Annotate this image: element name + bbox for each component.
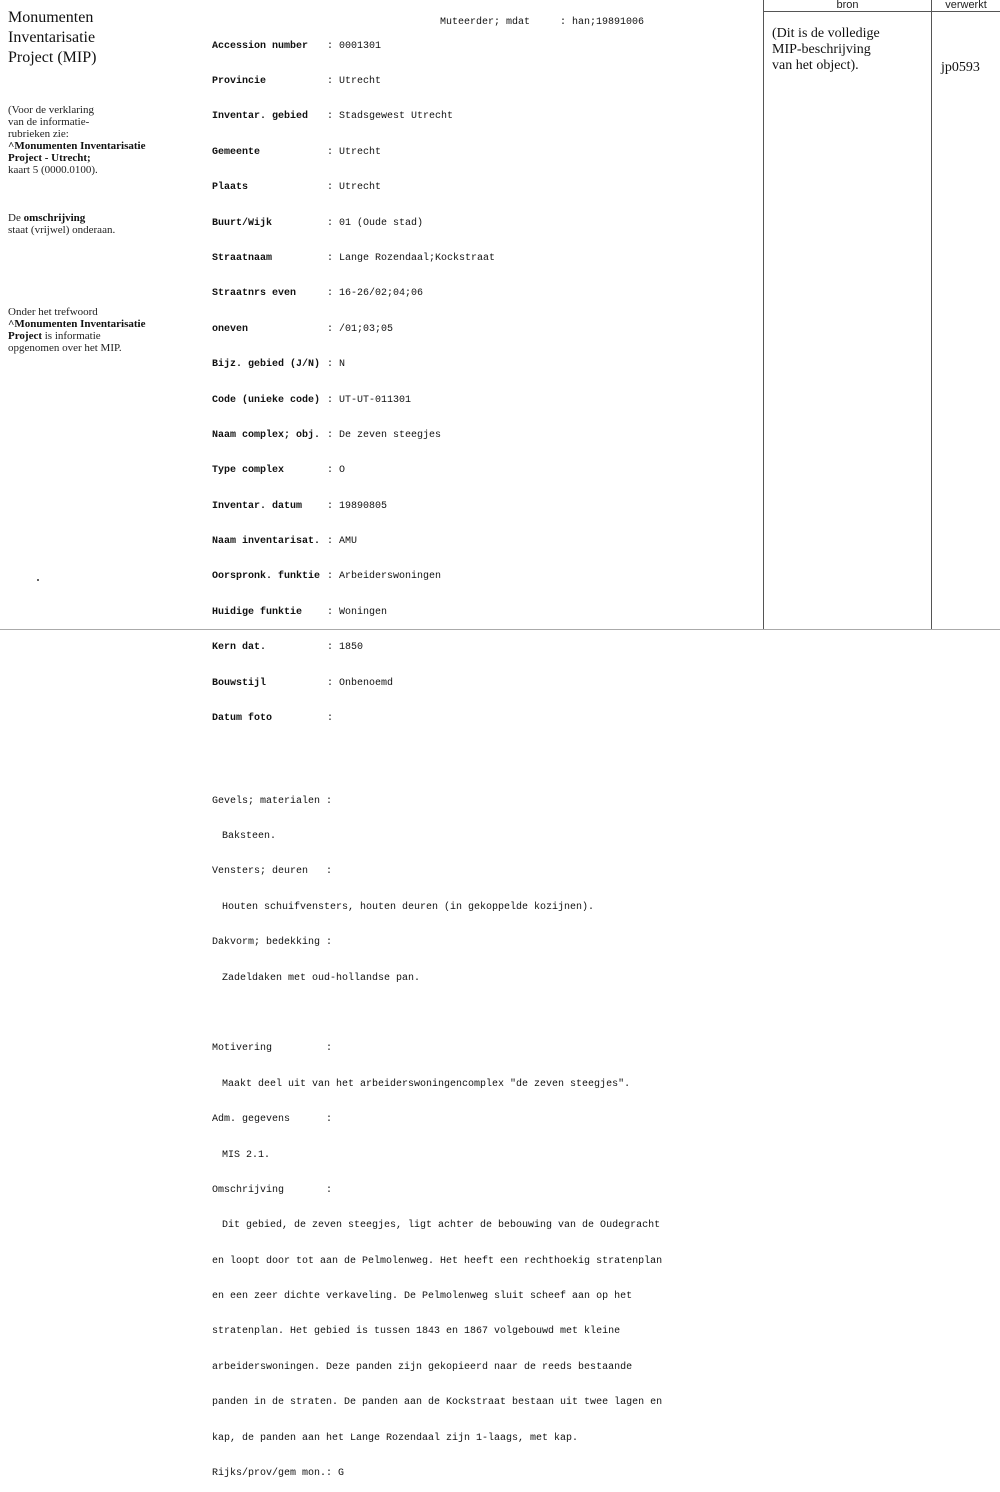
field-label: Buurt/Wijk	[212, 217, 273, 229]
omschrijving-line: en een zeer dichte verkaveling. De Pelmolenweg sluit scheef aan op het	[212, 1291, 633, 1303]
field-label: Datum foto	[212, 713, 273, 725]
field-row	[212, 678, 757, 690]
field-value: : Onbenoemd	[327, 677, 394, 689]
note2-bold: omschrijving	[23, 212, 86, 224]
column-divider-bron	[763, 0, 764, 629]
left-panel	[8, 8, 203, 354]
mutator-field	[440, 17, 644, 29]
bottom-edge	[0, 629, 1000, 630]
note1-line2: van de informatie-	[8, 116, 90, 128]
field-label: Naam inventarisat.	[212, 536, 321, 548]
vensters-text: Houten schuifvensters, houten deuren (in gekoppelde kozijnen).	[222, 901, 595, 913]
field-label: Accession number	[212, 40, 309, 52]
verwerkt-header: verwerkt	[945, 0, 987, 11]
omschrijving-line: en loopt door tot aan de Pelmolenweg. Het heeft een rechthoekig stratenplan	[212, 1255, 663, 1267]
omschrijving-line: Dit gebied, de zeven steegjes, ligt achter de bebouwing van de Oudegracht	[222, 1220, 661, 1232]
field-label: Naam complex; obj.	[212, 429, 321, 441]
note3-suffix2: is informatie	[42, 330, 101, 342]
field-value: :	[327, 713, 334, 725]
field-label: Provincie	[212, 75, 267, 87]
note3-line1: Onder het trefwoord	[8, 306, 98, 318]
column-divider-verwerkt	[931, 0, 932, 629]
field-label: Bijz. gebied (J/N)	[212, 359, 321, 371]
motivering-label: Motivering :	[212, 1043, 333, 1055]
title-line-2: Inventarisatie	[8, 29, 96, 46]
field-row	[212, 359, 757, 371]
field-value: : Woningen	[327, 606, 388, 618]
header-divider	[763, 11, 1000, 12]
field-value: : Utrecht	[327, 146, 382, 158]
field-value: : UT-UT-011301	[327, 394, 412, 406]
field-row	[212, 395, 757, 407]
note1-line3: rubrieken zie:	[8, 128, 69, 140]
field-label: Code (unieke code)	[212, 394, 321, 406]
field-row	[212, 430, 757, 442]
dakvorm-label: Dakvorm; bedekking :	[212, 937, 333, 949]
omschrijving-line: kap, de panden aan het Lange Rozendaal zijn 1-laags, met kap.	[212, 1432, 579, 1444]
field-value: : N	[327, 359, 346, 371]
note1-line1: (Voor de verklaring	[8, 104, 94, 116]
gevels-label: Gevels; materialen :	[212, 795, 333, 807]
note1-line6: kaart 5 (0000.0100).	[8, 164, 98, 176]
bron-text	[772, 26, 922, 74]
dakvorm-text: Zadeldaken met oud-hollandse pan.	[222, 972, 421, 984]
field-row	[212, 111, 757, 123]
field-value: : Lange Rozendaal;Kockstraat	[327, 252, 496, 264]
bron-header: bron	[836, 0, 859, 11]
field-value: : 19890805	[327, 500, 388, 512]
rijks-label: Rijks/prov/gem mon.: G	[212, 1468, 345, 1480]
bron-line-3: van het object).	[772, 58, 859, 73]
field-value: : AMU	[327, 536, 358, 548]
field-row	[212, 465, 757, 477]
field-value: : O	[327, 465, 346, 477]
field-row	[212, 147, 757, 159]
field-row	[212, 501, 757, 513]
field-value: : Utrecht	[327, 75, 382, 87]
description-note	[8, 212, 115, 236]
field-row	[212, 713, 757, 725]
adm-label: Adm. gegevens :	[212, 1114, 333, 1126]
field-label: Inventar. datum	[212, 500, 303, 512]
field-row	[212, 324, 757, 336]
mutator-value: : han;19891006	[560, 17, 645, 28]
field-value: : 16-26/02;04;06	[327, 288, 424, 300]
vensters-label: Vensters; deuren :	[212, 866, 333, 878]
adm-text: MIS 2.1.	[222, 1149, 271, 1161]
note1-bold1: ^Monumenten Inventarisatie	[8, 140, 146, 152]
explanation-note	[8, 104, 145, 176]
field-row	[212, 76, 757, 88]
field-label: Inventar. gebied	[212, 111, 309, 123]
field-label: Bouwstijl	[212, 677, 267, 689]
field-row	[212, 571, 757, 583]
bron-line-2: MIP-beschrijving	[772, 42, 871, 57]
field-value: : Utrecht	[327, 182, 382, 194]
field-value: : De zeven steegjes	[327, 429, 442, 441]
field-row	[212, 607, 757, 619]
field-value: : Arbeiderswoningen	[327, 571, 442, 583]
field-label: Gemeente	[212, 146, 261, 158]
note3-line4: opgenomen over het MIP.	[8, 342, 122, 354]
verwerkt-value: jp0593	[941, 60, 980, 75]
field-value: : 01 (Oude stad)	[327, 217, 424, 229]
keyword-note	[8, 306, 145, 354]
field-label: Kern dat.	[212, 642, 267, 654]
omschrijving-label: Omschrijving :	[212, 1184, 333, 1196]
field-row	[212, 536, 757, 548]
field-label: Straatnrs even	[212, 288, 297, 300]
field-value: : Stadsgewest Utrecht	[327, 111, 454, 123]
field-value: : /01;03;05	[327, 323, 394, 335]
field-row	[212, 288, 757, 300]
record-body	[212, 17, 757, 1492]
field-label: Type complex	[212, 465, 285, 477]
note2-line2: staat (vrijwel) onderaan.	[8, 224, 116, 236]
note2-prefix: De	[8, 212, 24, 224]
mutator-label: Muteerder; mdat	[440, 17, 531, 28]
title-line-3: Project (MIP)	[8, 49, 97, 66]
field-label: Huidige funktie	[212, 606, 303, 618]
omschrijving-line: arbeiderswoningen. Deze panden zijn gekopieerd naar de reeds bestaande	[212, 1361, 633, 1373]
note1-bold2: Project - Utrecht;	[8, 152, 91, 164]
field-label: Oorspronk. funktie	[212, 571, 321, 583]
note3-bold1: ^Monumenten Inventarisatie	[8, 318, 146, 330]
omschrijving-line: panden in de straten. De panden aan de Kockstraat bestaan uit twee lagen en	[212, 1397, 663, 1409]
title-line-1: Monumenten	[8, 9, 94, 26]
bron-line-1: (Dit is de volledige	[772, 26, 880, 41]
field-row	[212, 41, 757, 53]
field-label: Plaats	[212, 182, 249, 194]
field-row	[212, 253, 757, 265]
panel-title	[8, 8, 203, 68]
motivering-text: Maakt deel uit van het arbeiderswoningencomplex "de zeven steegjes".	[222, 1078, 631, 1090]
scan-speck	[37, 579, 39, 581]
field-value: : 1850	[327, 642, 364, 654]
field-label: Straatnaam	[212, 252, 273, 264]
note3-bold2: Project	[8, 330, 42, 342]
field-row	[212, 218, 757, 230]
gevels-text: Baksteen.	[222, 830, 277, 842]
field-value: : 0001301	[327, 40, 382, 52]
omschrijving-line: stratenplan. Het gebied is tussen 1843 en 1867 volgebouwd met kleine	[212, 1326, 621, 1338]
field-row	[212, 182, 757, 194]
field-label: oneven	[212, 323, 249, 335]
field-row	[212, 642, 757, 654]
